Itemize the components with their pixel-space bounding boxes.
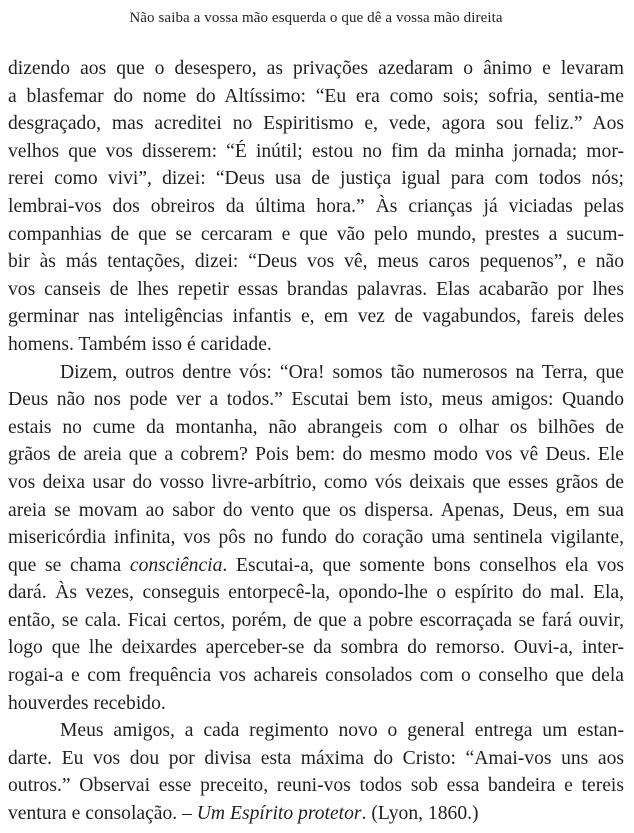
text-line: Meus amigos, a cada regimento novo o general entrega um estan- xyxy=(60,720,624,742)
italic-text: Um Espírito protetor xyxy=(196,803,362,825)
text-line: rerei como vivi”, dizei: “Deus usa de justiça igual para com todos nós; xyxy=(8,168,624,190)
text-line: grãos de areia que a cobrem? Pois bem: do mesmo modo vos vê Deus. Ele xyxy=(8,444,624,466)
paragraph xyxy=(8,55,624,359)
text-line: lembrai-vos dos obreiros da última hora.” Às crianças já viciadas pelas xyxy=(8,195,624,217)
body-text xyxy=(8,55,624,828)
text-line: germinar nas inteligências infantis e, em vez de vagabundos, fareis deles xyxy=(8,306,624,328)
text-line: darte. Eu vos dou por divisa esta máxima do Cristo: “Amai-vos uns aos xyxy=(8,747,624,769)
text-line: Dizem, outros dentre vós: “Ora! somos tão numerosos na Terra, que xyxy=(60,361,624,383)
text-line: companhias de que se cercaram e que vão pelo mundo, prestes a sucum- xyxy=(8,223,624,245)
text-line: outros.” Observai esse preceito, reuni-vos todos sob essa bandeira e tereis xyxy=(8,775,624,797)
text-line: logo que lhe deixardes aperceber-se da sombra do remorso. Ouvi-a, inter- xyxy=(8,637,624,659)
text-line: rogai-a e com frequência vos achareis consolados com o conselho que dela xyxy=(8,665,624,687)
text-line: dizendo aos que o desespero, as privações azedaram o ânimo e levaram xyxy=(8,58,624,79)
text-line: Deus não nos pode ver a todos.” Escutai bem isto, meus amigos: Quando xyxy=(8,389,624,411)
text-line: estais no cume da montanha, não abrangeis com o olhar os bilhões de xyxy=(8,416,624,438)
text-line: vos canseis de lhes repetir essas brandas palavras. Elas acabarão por lhes xyxy=(8,278,624,300)
text-line: areia se movam ao sabor do vento que os dispersa. Apenas, Deus, em sua xyxy=(8,499,624,521)
paragraph xyxy=(8,359,624,718)
text-line: houverdes recebido. xyxy=(8,692,166,714)
italic-text: consciência xyxy=(129,554,223,576)
text-line: ventura e consolação. – Um Espírito protetor. (Lyon, 1860.) xyxy=(8,803,479,825)
text-line: homens. Também isso é caridade. xyxy=(8,333,272,355)
text-line: dará. Às vezes, conseguis entorpecê-la, opondo-lhe o espírito do mal. Ela, xyxy=(8,582,624,604)
text-line: a blasfemar do nome do Altíssimo: “Eu era como sois; sofria, sentia-me xyxy=(8,85,624,107)
text-line: desgraçado, mas acreditei no Espiritismo e, vede, agora sou feliz.” Aos xyxy=(8,113,624,135)
text-line: velhos que vos disserem: “É inútil; estou no fim da minha jornada; mor- xyxy=(8,140,624,162)
text-line: então, se cala. Ficai certos, porém, de que a pobre escorraçada se fará ouvir, xyxy=(8,609,624,631)
running-head: Não saiba a vossa mão esquerda o que dê a vossa mão direita xyxy=(129,10,503,26)
text-line: que se chama consciência. Escutai-a, que somente bons conselhos ela vos xyxy=(8,554,625,576)
text-line: misericórdia infinita, vos pôs no fundo do coração uma sentinela vigilante, xyxy=(8,527,624,549)
text-line: bir às más tentações, dizei: “Deus vos vê, meus caros pequenos”, e não xyxy=(8,251,624,273)
paragraph xyxy=(8,717,624,827)
text-line: vos deixa usar do vosso livre-arbítrio, como vós deixais que esses grãos de xyxy=(8,471,624,493)
